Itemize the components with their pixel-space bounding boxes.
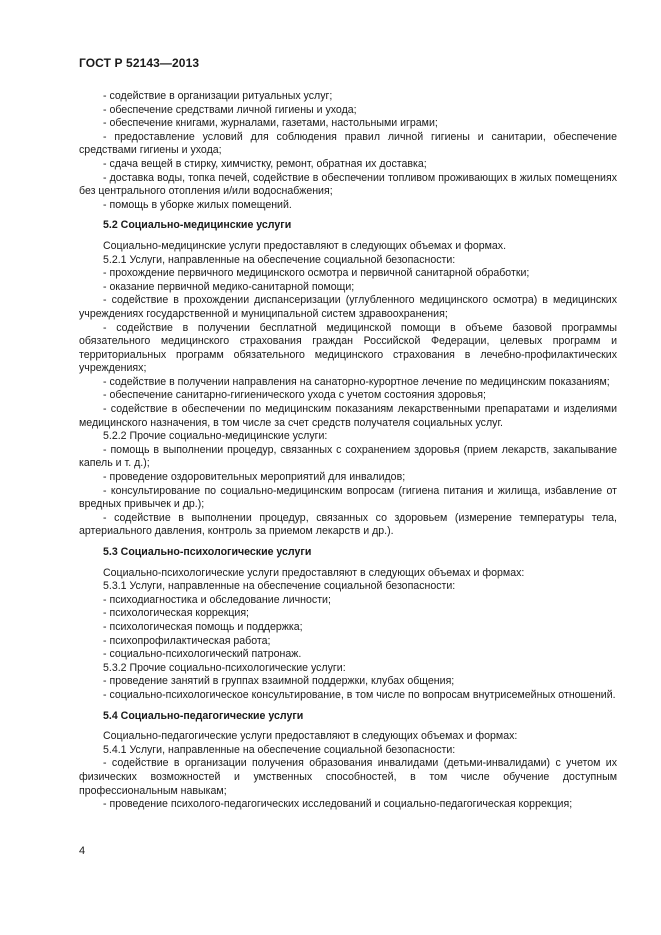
paragraph: - содействие в организации получения образования инвалидами (детьми-инвалидами) с учетом их физических возможностей и умственных способностей, в том числе обучение доступным профессиональным навыкам; [79,757,617,797]
paragraph: - обеспечение книгами, журналами, газетами, настольными играми; [103,117,438,130]
section-heading: 5.4 Социально-педагогические услуги [103,709,304,722]
paragraph: - обеспечение санитарно-гигиенического ухода с учетом состояния здоровья; [103,389,486,402]
paragraph: 5.4.1 Услуги, направленные на обеспечение социальной безопасности: [103,743,456,756]
paragraph: - психодиагностика и обследование личности; [103,593,331,606]
paragraph: - содействие в получении направления на санаторно-курортное лечение по медицинским показаниям; [103,375,610,388]
paragraph: Социально-педагогические услуги предоставляют в следующих объемах и формах: [103,730,518,743]
paragraph: - сдача вещей в стирку, химчистку, ремонт, обратная их доставка; [103,157,427,170]
paragraph: - психологическая коррекция; [103,607,250,620]
paragraph: - психопрофилактическая работа; [103,634,271,647]
paragraph: - содействие в выполнении процедур, связанных со здоровьем (измерение температуры тела, артериального давления, контроль за приемом лекарств и др.). [79,511,617,538]
section-heading: 5.3 Социально-психологические услуги [103,546,312,558]
paragraph: - проведение занятий в группах взаимной поддержки, клубах общения; [103,675,455,688]
paragraph: - прохождение первичного медицинского осмотра и первичной санитарной обработки; [103,267,530,280]
paragraph: Социально-медицинские услуги предоставляют в следующих объемах и формах. [103,239,507,252]
paragraph: - предоставление условий для соблюдения правил личной гигиены и санитарии, обеспечение средствами гигиены и ухода; [79,130,617,157]
paragraph: - консультирование по социально-медицинским вопросам (гигиена питания и жилища, избавление от вредных привычек и др.); [79,484,617,511]
paragraph: - проведение оздоровительных мероприятий для инвалидов; [103,471,406,484]
paragraph: Социально-психологические услуги предоставляют в следующих объемах и формах: [103,566,525,579]
paragraph: 5.2.1 Услуги, направленные на обеспечение социальной безопасности: [103,253,456,266]
paragraph: - доставка воды, топка печей, содействие в обеспечении топливом проживающих в жилых помещениях без центрального отопления и/или водоснабжения; [79,171,617,198]
paragraph: 5.3.1 Услуги, направленные на обеспечение социальной безопасности: [103,580,456,593]
paragraph: - проведение психолого-педагогических исследований и социально-педагогическая коррекция; [103,798,573,811]
paragraph: - психологическая помощь и поддержка; [103,620,303,633]
paragraph: 5.3.2 Прочие социально-психологические услуги: [103,661,346,674]
page-number: 4 [79,845,86,857]
paragraph: - помощь в уборке жилых помещений. [103,198,292,211]
document-header: ГОСТ Р 52143—2013 [79,56,200,70]
paragraph: 5.2.2 Прочие социально-медицинские услуги: [103,430,328,443]
paragraph: - содействие в организации ритуальных услуг; [103,90,333,102]
paragraph: - содействие в получении бесплатной медицинской помощи в объеме базовой программы обязательного медицинского страхования граждан Российской Федерации, целевых программ и территориальных программ обязательного медицинского страхования в лечебно-профилактических учреждениях; [79,321,617,375]
paragraph: - социально-психологический патронаж. [103,648,302,661]
paragraph: - содействие в обеспечении по медицинским показаниям лекарственными препаратами и изделиями медицинского назначения, в том числе за счет средств получателя социальных услуг. [79,403,617,429]
paragraph: - помощь в выполнении процедур, связанных с сохранением здоровья (прием лекарств, закапывание капель и т. д.); [79,443,617,470]
section-heading: 5.2 Социально-медицинские услуги [103,219,292,232]
paragraph: - социально-психологическое консультирование, в том числе по вопросам внутрисемейных отношений. [103,688,616,701]
paragraph: - содействие в прохождении диспансеризации (углубленного медицинского осмотра) в медицинских учреждениях государственной и муниципальной систем здравоохранения; [79,294,617,320]
document-body [79,90,617,812]
paragraph: - обеспечение средствами личной гигиены и ухода; [103,103,357,116]
paragraph: - оказание первичной медико-санитарной помощи; [103,280,355,293]
